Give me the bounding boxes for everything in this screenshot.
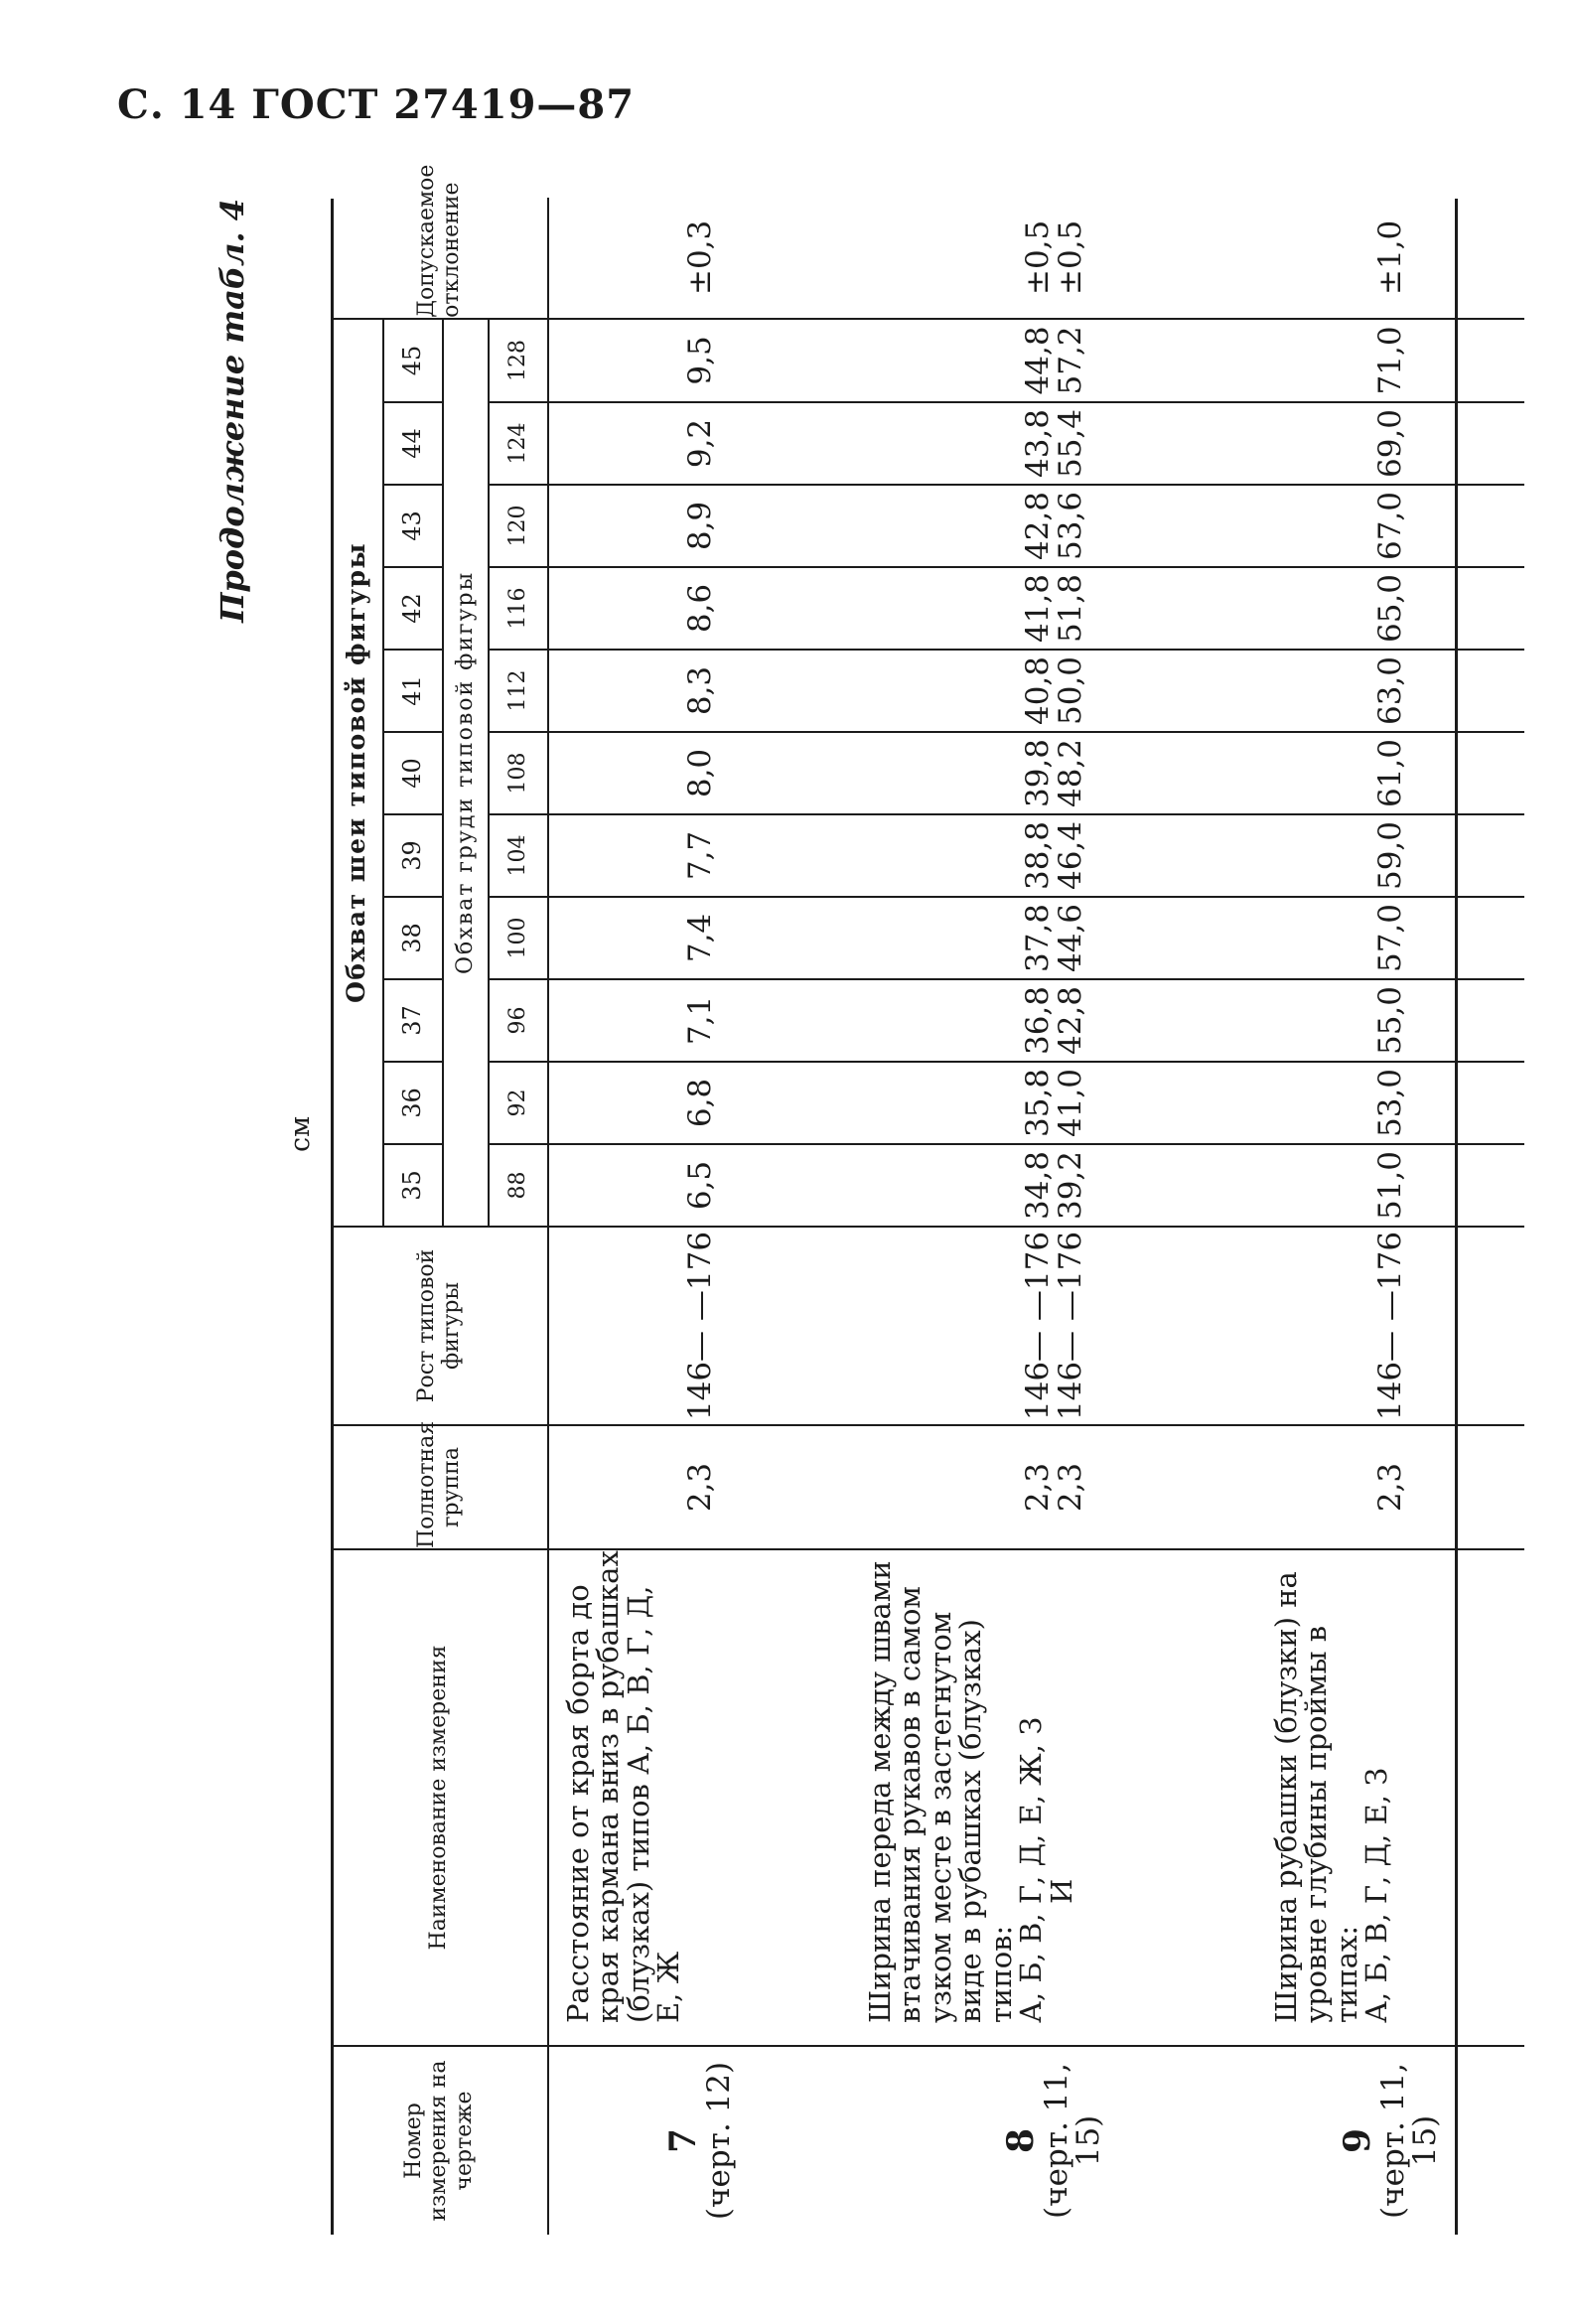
row-value: 8,9 [548, 485, 851, 567]
neck-size: 37 [383, 979, 443, 1062]
row-value: 34,8 [1019, 1150, 1056, 1221]
row-value-cell [851, 814, 1257, 897]
row-name: Расстояние от края борта до края кармана вниз в рубашках (блузках) типов А, Б, В, Г, Д, Е, Ж [548, 1549, 851, 2046]
row-name-cell [1257, 1549, 1524, 2046]
row-value: 39,2 [1052, 1150, 1088, 1221]
row-value: 35,8 [1019, 1068, 1056, 1138]
chest-size: 120 [489, 485, 548, 567]
row-value: 65,0 [1257, 567, 1524, 650]
row-value: 39,8 [1019, 738, 1056, 808]
row-drawing-ref: (черт. 11, 15) [1374, 2063, 1444, 2219]
row-value-cell [851, 567, 1257, 650]
row-tolerance-cell [851, 198, 1257, 319]
row-number: 9 [1337, 2127, 1379, 2154]
row-name: Ширина рубашки (блузки) на уровне глубины проймы в типах: [1269, 1571, 1363, 2023]
row-value: 53,0 [1257, 1062, 1524, 1144]
row-value: 44,8 [1019, 326, 1056, 395]
row-height: 146— —176 [548, 1227, 851, 1425]
header-chest-group: Обхват груди типовой фигуры [443, 319, 489, 1227]
row-value: 57,2 [1052, 326, 1088, 395]
row-value: 51,0 [1257, 1144, 1524, 1227]
row-value: 41,0 [1052, 1068, 1088, 1138]
chest-size: 92 [489, 1062, 548, 1144]
row-value: 57,0 [1257, 897, 1524, 979]
neck-size: 35 [383, 1144, 443, 1227]
row-value: 71,0 [1257, 319, 1524, 402]
neck-size: 39 [383, 814, 443, 897]
row-value: 46,4 [1052, 820, 1088, 891]
row-height: 146— —176 [1019, 1231, 1056, 1421]
row-value-cell [851, 319, 1257, 402]
chest-size: 112 [489, 650, 548, 732]
row-value: 44,6 [1052, 903, 1088, 973]
row-drawing-ref: (черт. 12) [700, 2061, 737, 2221]
row-value: 42,8 [1019, 491, 1056, 561]
row-drawing-ref: (черт. 11, 15) [1038, 2063, 1107, 2219]
row-value: 9,2 [548, 402, 851, 485]
row-value: 51,8 [1052, 573, 1088, 644]
row-value: 6,5 [548, 1144, 851, 1227]
header-fullness: Полнотная группа [331, 1425, 548, 1549]
chest-size: 100 [489, 897, 548, 979]
chest-size: 96 [489, 979, 548, 1062]
measurements-table [331, 164, 1524, 2235]
row-value: 8,6 [548, 567, 851, 650]
table-row [1257, 198, 1524, 2235]
row-value: 67,0 [1257, 485, 1524, 567]
row-name-sub: А, Б, В, Г, Д, Е, Ж, З [1014, 1716, 1049, 2023]
row-value: 55,0 [1257, 979, 1524, 1062]
neck-size: 43 [383, 485, 443, 567]
row-value: 41,8 [1019, 573, 1056, 644]
neck-size: 45 [383, 319, 443, 402]
row-value-cell [851, 402, 1257, 485]
row-value: 53,6 [1052, 491, 1088, 561]
row-number: 8 [1000, 2127, 1043, 2154]
row-value: 55,4 [1052, 408, 1088, 479]
row-height-cell [851, 1227, 1257, 1425]
row-value: 43,8 [1019, 408, 1056, 479]
row-tolerance: ±1,0 [1257, 198, 1524, 319]
row-value-cell [851, 732, 1257, 814]
row-number-cell [548, 2046, 851, 2235]
row-height: 146— —176 [1052, 1231, 1088, 1421]
table-row [851, 198, 1257, 2235]
row-fullness: 2,3 [1019, 1462, 1056, 1513]
table-unit: см [285, 1115, 316, 1152]
row-value: 50,0 [1052, 655, 1088, 726]
row-tolerance: ±0,3 [548, 198, 851, 319]
row-tolerance: ±0,5 [1019, 219, 1056, 296]
row-value-cell [851, 897, 1257, 979]
chest-size: 108 [489, 732, 548, 814]
row-value: 9,5 [548, 319, 851, 402]
row-value-cell [851, 1062, 1257, 1144]
table-bottom-rule [1455, 199, 1458, 2235]
row-name-sub: А, Б, В, Г, Д, Е, З [1359, 1767, 1394, 2023]
chest-size: 124 [489, 402, 548, 485]
row-tolerance: ±0,5 [1052, 219, 1088, 296]
table-row [548, 198, 851, 2235]
row-value: 63,0 [1257, 650, 1524, 732]
row-value-cell [851, 979, 1257, 1062]
row-number-cell [1257, 2046, 1524, 2235]
row-value: 7,1 [548, 979, 851, 1062]
neck-size: 41 [383, 650, 443, 732]
neck-size: 36 [383, 1062, 443, 1144]
neck-size: 40 [383, 732, 443, 814]
row-fullness: 2,3 [1052, 1462, 1088, 1513]
row-value: 59,0 [1257, 814, 1524, 897]
chest-size: 104 [489, 814, 548, 897]
row-number: 7 [661, 2127, 704, 2154]
row-value: 38,8 [1019, 820, 1056, 891]
chest-size: 88 [489, 1144, 548, 1227]
table-continuation-title: Продолжение табл. 4 [214, 199, 251, 623]
header-tolerance: Допускаемое отклонение [331, 198, 548, 319]
row-value: 7,7 [548, 814, 851, 897]
row-name-cell [851, 1549, 1257, 2046]
neck-size: 42 [383, 567, 443, 650]
chest-size: 116 [489, 567, 548, 650]
row-height: 146— —176 [1257, 1227, 1524, 1425]
row-value: 48,2 [1052, 738, 1088, 808]
row-value: 6,8 [548, 1062, 851, 1144]
row-value: 61,0 [1257, 732, 1524, 814]
row-value: 36,8 [1019, 985, 1056, 1056]
row-value: 42,8 [1052, 985, 1088, 1056]
row-fullness-cell [851, 1425, 1257, 1549]
row-value: 37,8 [1019, 903, 1056, 973]
rotated-table-block [214, 164, 1504, 2235]
row-value-cell [851, 485, 1257, 567]
row-value-cell [851, 1144, 1257, 1227]
row-value: 8,3 [548, 650, 851, 732]
row-value: 7,4 [548, 897, 851, 979]
row-name: Ширина переда между швами втачивания рукавов в самом узком месте в застегнутом виде в рубашках (блузках) типов: [863, 1560, 1018, 2023]
header-name: Наименование измерения [331, 1549, 548, 2046]
page-header: С. 14 ГОСТ 27419—87 [117, 81, 636, 128]
neck-size: 38 [383, 897, 443, 979]
row-name-sub: И [1044, 1878, 1078, 1904]
header-number: Номер измерения на чертеже [331, 2046, 548, 2235]
chest-size: 128 [489, 319, 548, 402]
neck-size: 44 [383, 402, 443, 485]
row-fullness: 2,3 [1257, 1425, 1524, 1549]
header-height: Рост типовой фигуры [331, 1227, 548, 1425]
header-neck-group: Обхват шеи типовой фигуры [331, 319, 383, 1227]
row-value-cell [851, 650, 1257, 732]
row-value: 69,0 [1257, 402, 1524, 485]
row-value: 8,0 [548, 732, 851, 814]
row-value: 40,8 [1019, 655, 1056, 726]
row-number-cell [851, 2046, 1257, 2235]
row-fullness: 2,3 [548, 1425, 851, 1549]
